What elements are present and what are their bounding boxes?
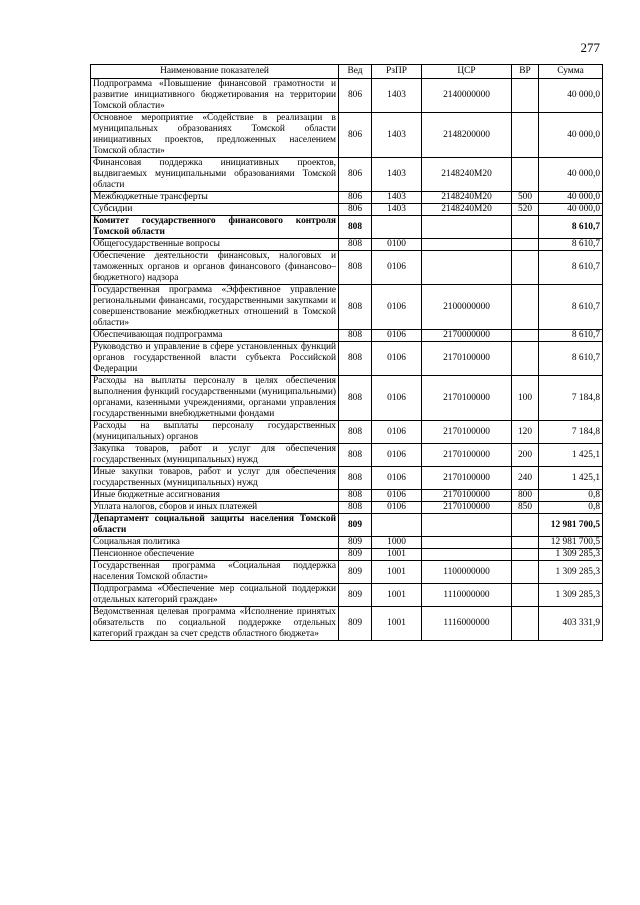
cell-rzpr: 1001 <box>372 584 422 607</box>
cell-csr: 2148240M20 <box>422 192 512 204</box>
cell-vr <box>512 285 539 330</box>
header-sum: Сумма <box>539 65 603 79</box>
cell-rzpr: 1403 <box>372 158 422 192</box>
cell-ved: 808 <box>339 502 372 514</box>
header-name: Наименование показателей <box>91 65 339 79</box>
table-row <box>91 285 603 330</box>
cell-sum: 8 610,7 <box>539 239 603 251</box>
cell-vr: 240 <box>512 467 539 490</box>
table-row <box>91 514 603 537</box>
cell-sum: 40 000,0 <box>539 113 603 158</box>
cell-csr: 2148240M20 <box>422 204 512 216</box>
cell-ved: 809 <box>339 607 372 641</box>
cell-csr: 2148200000 <box>422 113 512 158</box>
cell-vr <box>512 607 539 641</box>
cell-sum: 1 309 285,3 <box>539 561 603 584</box>
table-row <box>91 113 603 158</box>
cell-csr <box>422 549 512 561</box>
cell-sum: 8 610,7 <box>539 330 603 342</box>
cell-csr: 2170100000 <box>422 342 512 376</box>
budget-table <box>90 64 603 641</box>
cell-vr <box>512 216 539 239</box>
cell-rzpr: 1001 <box>372 549 422 561</box>
cell-sum: 403 331,9 <box>539 607 603 641</box>
cell-ved: 809 <box>339 537 372 549</box>
cell-name: Подпрограмма «Повышение финансовой грамотности и развитие инициативного бюджетирования на территории Томской области» <box>91 79 339 113</box>
table-row <box>91 330 603 342</box>
table-row <box>91 502 603 514</box>
cell-rzpr: 1403 <box>372 79 422 113</box>
cell-name: Подпрограмма «Обеспечение мер социальной поддержки отдельных категорий граждан» <box>91 584 339 607</box>
cell-name: Пенсионное обеспечение <box>91 549 339 561</box>
cell-name: Расходы на выплаты персоналу государственных (муниципальных) органов <box>91 421 339 444</box>
cell-ved: 809 <box>339 514 372 537</box>
cell-csr: 1116000000 <box>422 607 512 641</box>
cell-csr: 2170100000 <box>422 376 512 421</box>
cell-ved: 809 <box>339 584 372 607</box>
cell-name: Закупка товаров, работ и услуг для обеспечения государственных (муниципальных) нужд <box>91 444 339 467</box>
cell-csr: 2170100000 <box>422 421 512 444</box>
cell-name: Государственная программа «Социальная поддержка населения Томской области» <box>91 561 339 584</box>
cell-rzpr: 1403 <box>372 113 422 158</box>
cell-name: Межбюджетные трансферты <box>91 192 339 204</box>
cell-name: Комитет государственного финансового контроля Томской области <box>91 216 339 239</box>
cell-rzpr: 0106 <box>372 444 422 467</box>
cell-vr: 500 <box>512 192 539 204</box>
cell-rzpr: 1403 <box>372 192 422 204</box>
cell-vr <box>512 113 539 158</box>
cell-vr <box>512 342 539 376</box>
cell-sum: 8 610,7 <box>539 342 603 376</box>
cell-rzpr: 0106 <box>372 502 422 514</box>
cell-ved: 806 <box>339 79 372 113</box>
cell-ved: 808 <box>339 330 372 342</box>
cell-ved: 808 <box>339 444 372 467</box>
header-rzpr: РзПР <box>372 65 422 79</box>
cell-sum: 1 309 285,3 <box>539 549 603 561</box>
cell-rzpr <box>372 216 422 239</box>
cell-rzpr: 1000 <box>372 537 422 549</box>
cell-vr: 120 <box>512 421 539 444</box>
cell-sum: 1 425,1 <box>539 467 603 490</box>
cell-vr: 800 <box>512 490 539 502</box>
cell-name: Уплата налогов, сборов и иных платежей <box>91 502 339 514</box>
cell-ved: 806 <box>339 113 372 158</box>
table-row <box>91 444 603 467</box>
table-row <box>91 607 603 641</box>
cell-rzpr: 0106 <box>372 490 422 502</box>
table-row <box>91 216 603 239</box>
cell-name: Субсидии <box>91 204 339 216</box>
cell-sum: 1 309 285,3 <box>539 584 603 607</box>
cell-name: Социальная политика <box>91 537 339 549</box>
cell-name: Иные закупки товаров, работ и услуг для обеспечения государственных (муниципальных) нужд <box>91 467 339 490</box>
table-row <box>91 158 603 192</box>
cell-vr <box>512 239 539 251</box>
cell-sum: 0,8 <box>539 502 603 514</box>
cell-ved: 809 <box>339 561 372 584</box>
cell-sum: 8 610,7 <box>539 285 603 330</box>
cell-csr <box>422 239 512 251</box>
cell-vr <box>512 537 539 549</box>
cell-ved: 806 <box>339 158 372 192</box>
header-csr: ЦСР <box>422 65 512 79</box>
cell-name: Основное мероприятие «Содействие в реализации в муниципальных образованиях Томской области инициативных проектов, предложенных населением Томской области» <box>91 113 339 158</box>
cell-vr: 520 <box>512 204 539 216</box>
cell-csr: 2170100000 <box>422 490 512 502</box>
cell-name: Руководство и управление в сфере установленных функций органов государственной власти субъекта Российской Федерации <box>91 342 339 376</box>
cell-csr: 2170100000 <box>422 467 512 490</box>
cell-rzpr: 0106 <box>372 342 422 376</box>
cell-name: Общегосударственные вопросы <box>91 239 339 251</box>
cell-name: Ведомственная целевая программа «Исполнение принятых обязательств по социальной поддержке отдельных категорий граждан за счет средств областного бюджета» <box>91 607 339 641</box>
cell-csr: 2170100000 <box>422 502 512 514</box>
table-row <box>91 490 603 502</box>
table-row <box>91 204 603 216</box>
cell-ved: 808 <box>339 490 372 502</box>
cell-sum: 40 000,0 <box>539 204 603 216</box>
header-ved: Вед <box>339 65 372 79</box>
cell-ved: 806 <box>339 204 372 216</box>
cell-csr: 1110000000 <box>422 584 512 607</box>
cell-rzpr: 0106 <box>372 376 422 421</box>
cell-csr: 2100000000 <box>422 285 512 330</box>
cell-sum: 8 610,7 <box>539 216 603 239</box>
cell-ved: 808 <box>339 342 372 376</box>
cell-rzpr: 0106 <box>372 285 422 330</box>
cell-sum: 7 184,8 <box>539 421 603 444</box>
table-row <box>91 251 603 285</box>
cell-ved: 808 <box>339 376 372 421</box>
cell-rzpr: 0106 <box>372 330 422 342</box>
cell-csr <box>422 251 512 285</box>
cell-vr <box>512 514 539 537</box>
cell-ved: 808 <box>339 239 372 251</box>
cell-rzpr <box>372 514 422 537</box>
page-number: 277 <box>580 40 600 55</box>
cell-vr <box>512 330 539 342</box>
cell-rzpr: 0100 <box>372 239 422 251</box>
cell-csr: 2148240M20 <box>422 158 512 192</box>
cell-ved: 808 <box>339 251 372 285</box>
cell-name: Обеспечивающая подпрограмма <box>91 330 339 342</box>
cell-vr <box>512 158 539 192</box>
cell-name: Государственная программа «Эффективное управление региональными финансами, государственными закупками и совершенствование межбюджетных отношений в Томской области» <box>91 285 339 330</box>
cell-vr <box>512 549 539 561</box>
cell-rzpr: 1001 <box>372 607 422 641</box>
cell-sum: 40 000,0 <box>539 158 603 192</box>
cell-rzpr: 0106 <box>372 421 422 444</box>
cell-vr: 850 <box>512 502 539 514</box>
cell-sum: 12 981 700,5 <box>539 514 603 537</box>
table-row <box>91 467 603 490</box>
table-row <box>91 561 603 584</box>
cell-sum: 7 184,8 <box>539 376 603 421</box>
cell-vr: 200 <box>512 444 539 467</box>
table-row <box>91 537 603 549</box>
cell-ved: 808 <box>339 467 372 490</box>
cell-csr <box>422 537 512 549</box>
cell-csr <box>422 216 512 239</box>
table-header-row <box>91 65 603 79</box>
cell-sum: 0,8 <box>539 490 603 502</box>
cell-sum: 8 610,7 <box>539 251 603 285</box>
table-row <box>91 239 603 251</box>
cell-vr <box>512 561 539 584</box>
cell-name: Иные бюджетные ассигнования <box>91 490 339 502</box>
table-row <box>91 192 603 204</box>
cell-ved: 808 <box>339 421 372 444</box>
cell-vr <box>512 79 539 113</box>
table-row <box>91 549 603 561</box>
cell-name: Расходы на выплаты персоналу в целях обеспечения выполнения функций государственными (муниципальными) органами, казенными учреждениями, органами управления государственными внебюджетными фондами <box>91 376 339 421</box>
cell-csr <box>422 514 512 537</box>
table-row <box>91 79 603 113</box>
cell-ved: 808 <box>339 285 372 330</box>
cell-ved: 806 <box>339 192 372 204</box>
cell-sum: 12 981 700,5 <box>539 537 603 549</box>
cell-vr: 100 <box>512 376 539 421</box>
cell-name: Департамент социальной защиты населения Томской области <box>91 514 339 537</box>
cell-sum: 1 425,1 <box>539 444 603 467</box>
cell-rzpr: 1403 <box>372 204 422 216</box>
table-row <box>91 421 603 444</box>
cell-name: Финансовая поддержка инициативных проектов, выдвигаемых муниципальными образованиями Томской области <box>91 158 339 192</box>
header-vr: ВР <box>512 65 539 79</box>
cell-sum: 40 000,0 <box>539 192 603 204</box>
cell-rzpr: 0106 <box>372 251 422 285</box>
cell-name: Обеспечение деятельности финансовых, налоговых и таможенных органов и органов финансового (финансово–бюджетного) надзора <box>91 251 339 285</box>
cell-rzpr: 1001 <box>372 561 422 584</box>
cell-vr <box>512 584 539 607</box>
table-row <box>91 584 603 607</box>
cell-ved: 809 <box>339 549 372 561</box>
cell-csr: 2170000000 <box>422 330 512 342</box>
cell-csr: 2170100000 <box>422 444 512 467</box>
cell-rzpr: 0106 <box>372 467 422 490</box>
table-row <box>91 376 603 421</box>
table-row <box>91 342 603 376</box>
cell-csr: 2140000000 <box>422 79 512 113</box>
cell-ved: 808 <box>339 216 372 239</box>
cell-csr: 1100000000 <box>422 561 512 584</box>
cell-sum: 40 000,0 <box>539 79 603 113</box>
cell-vr <box>512 251 539 285</box>
